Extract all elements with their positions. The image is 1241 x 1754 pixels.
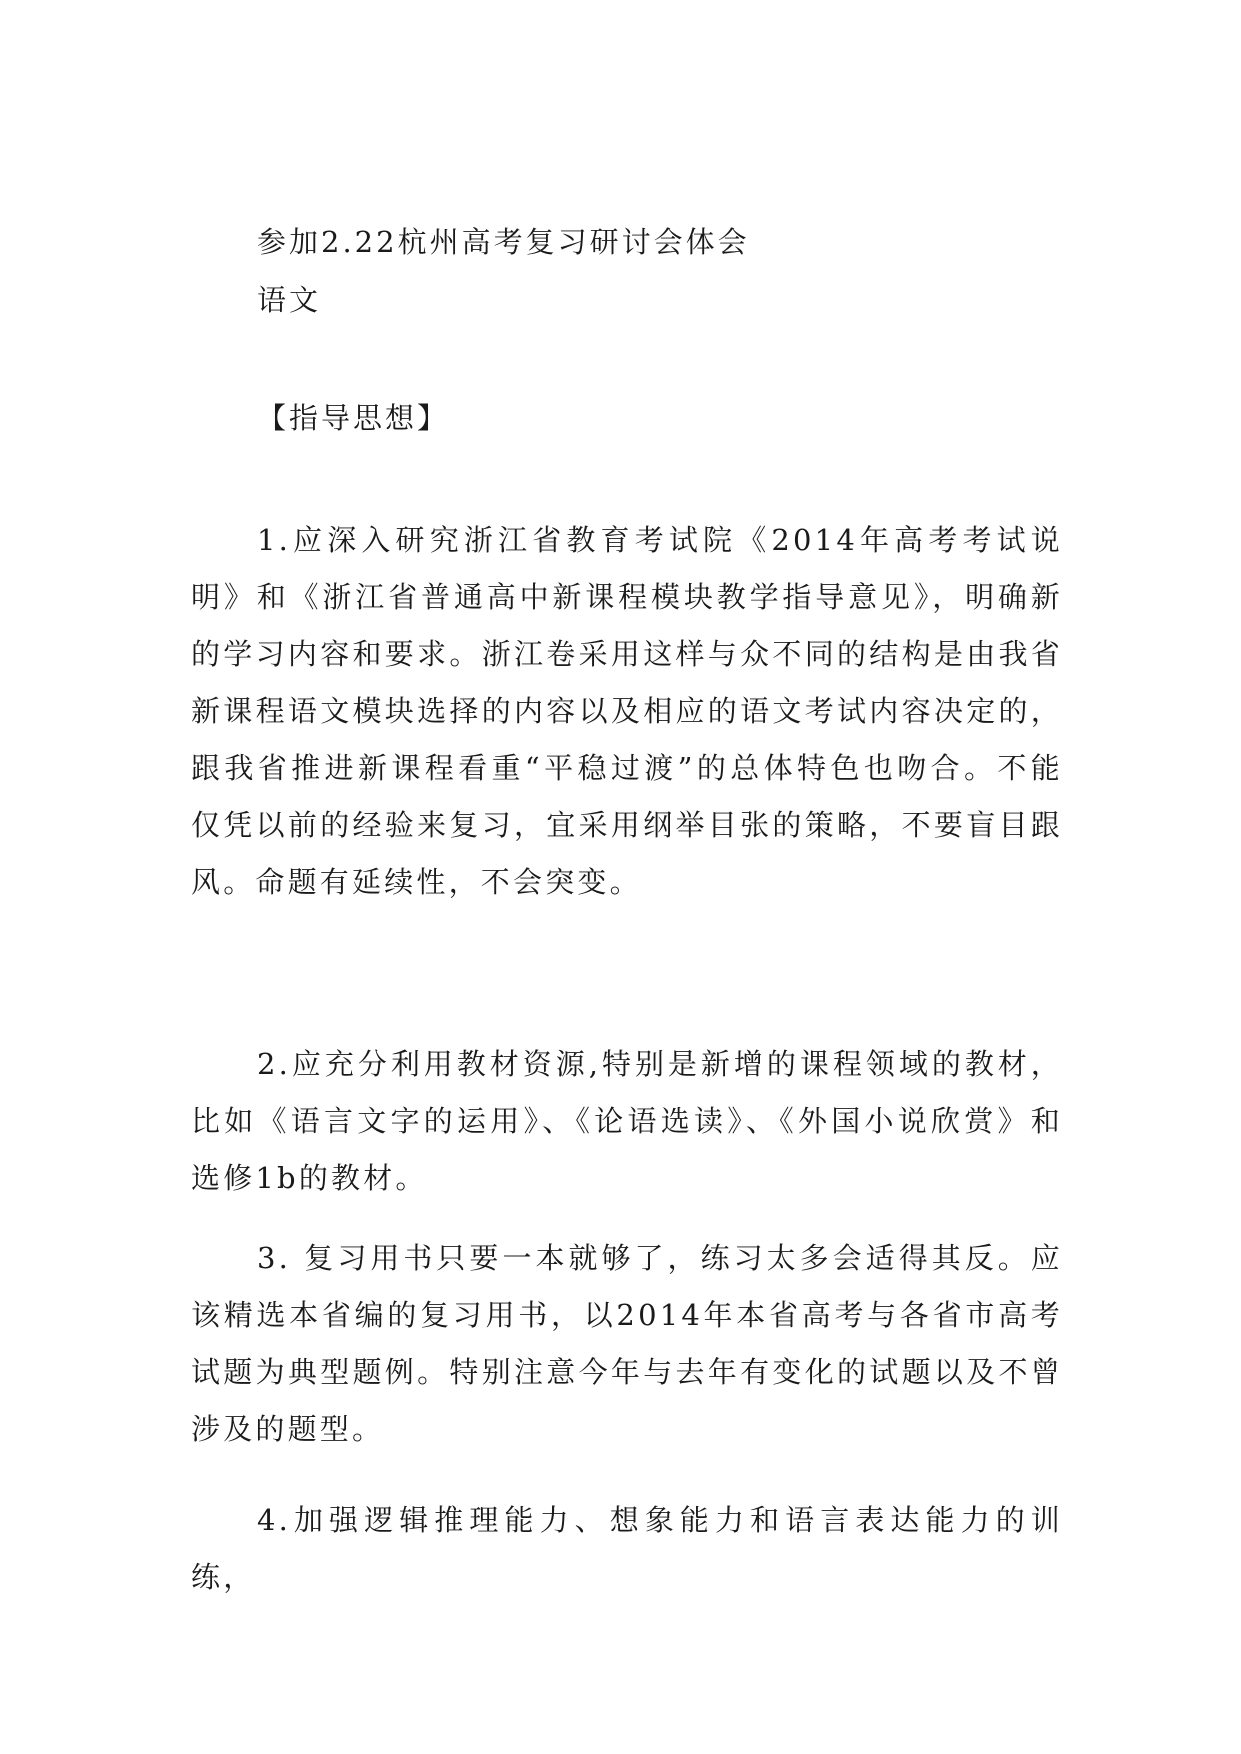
paragraph-2: 2.应充分利用教材资源,特别是新增的课程领域的教材，比如《语言文字的运用》、《论语选读》、《外国小说欣赏》和选修1b的教材。 (191, 1047, 1063, 1195)
paragraph-1: 1.应深入研究浙江省教育考试院《2014年高考考试说明》和《浙江省普通高中新课程模块教学指导意见》，明确新的学习内容和要求。浙江卷采用这样与众不同的结构是由我省新课程语文模块选择的内容以及相应的语文考试内容决定的，跟我省推进新课程看重“平稳过渡”的总体特色也吻合。不能仅凭以前的经验来复习，宜采用纲举目张的策略，不要盲目跟风。命题有延续性，不会突变。 (191, 523, 1063, 899)
section-heading: 【指导思想】 (257, 401, 450, 435)
document-title: 参加2.22杭州高考复习研讨会体会 (257, 225, 750, 259)
paragraph-4: 4.加强逻辑推理能力、想象能力和语言表达能力的训练， (191, 1503, 1063, 1594)
document-subject: 语文 (257, 283, 322, 317)
paragraph-3: 3. 复习用书只要一本就够了，练习太多会适得其反。应该精选本省编的复习用书，以2014年本省高考与各省市高考试题为典型题例。特别注意今年与去年有变化的试题以及不曾涉及的题型。 (191, 1241, 1063, 1446)
